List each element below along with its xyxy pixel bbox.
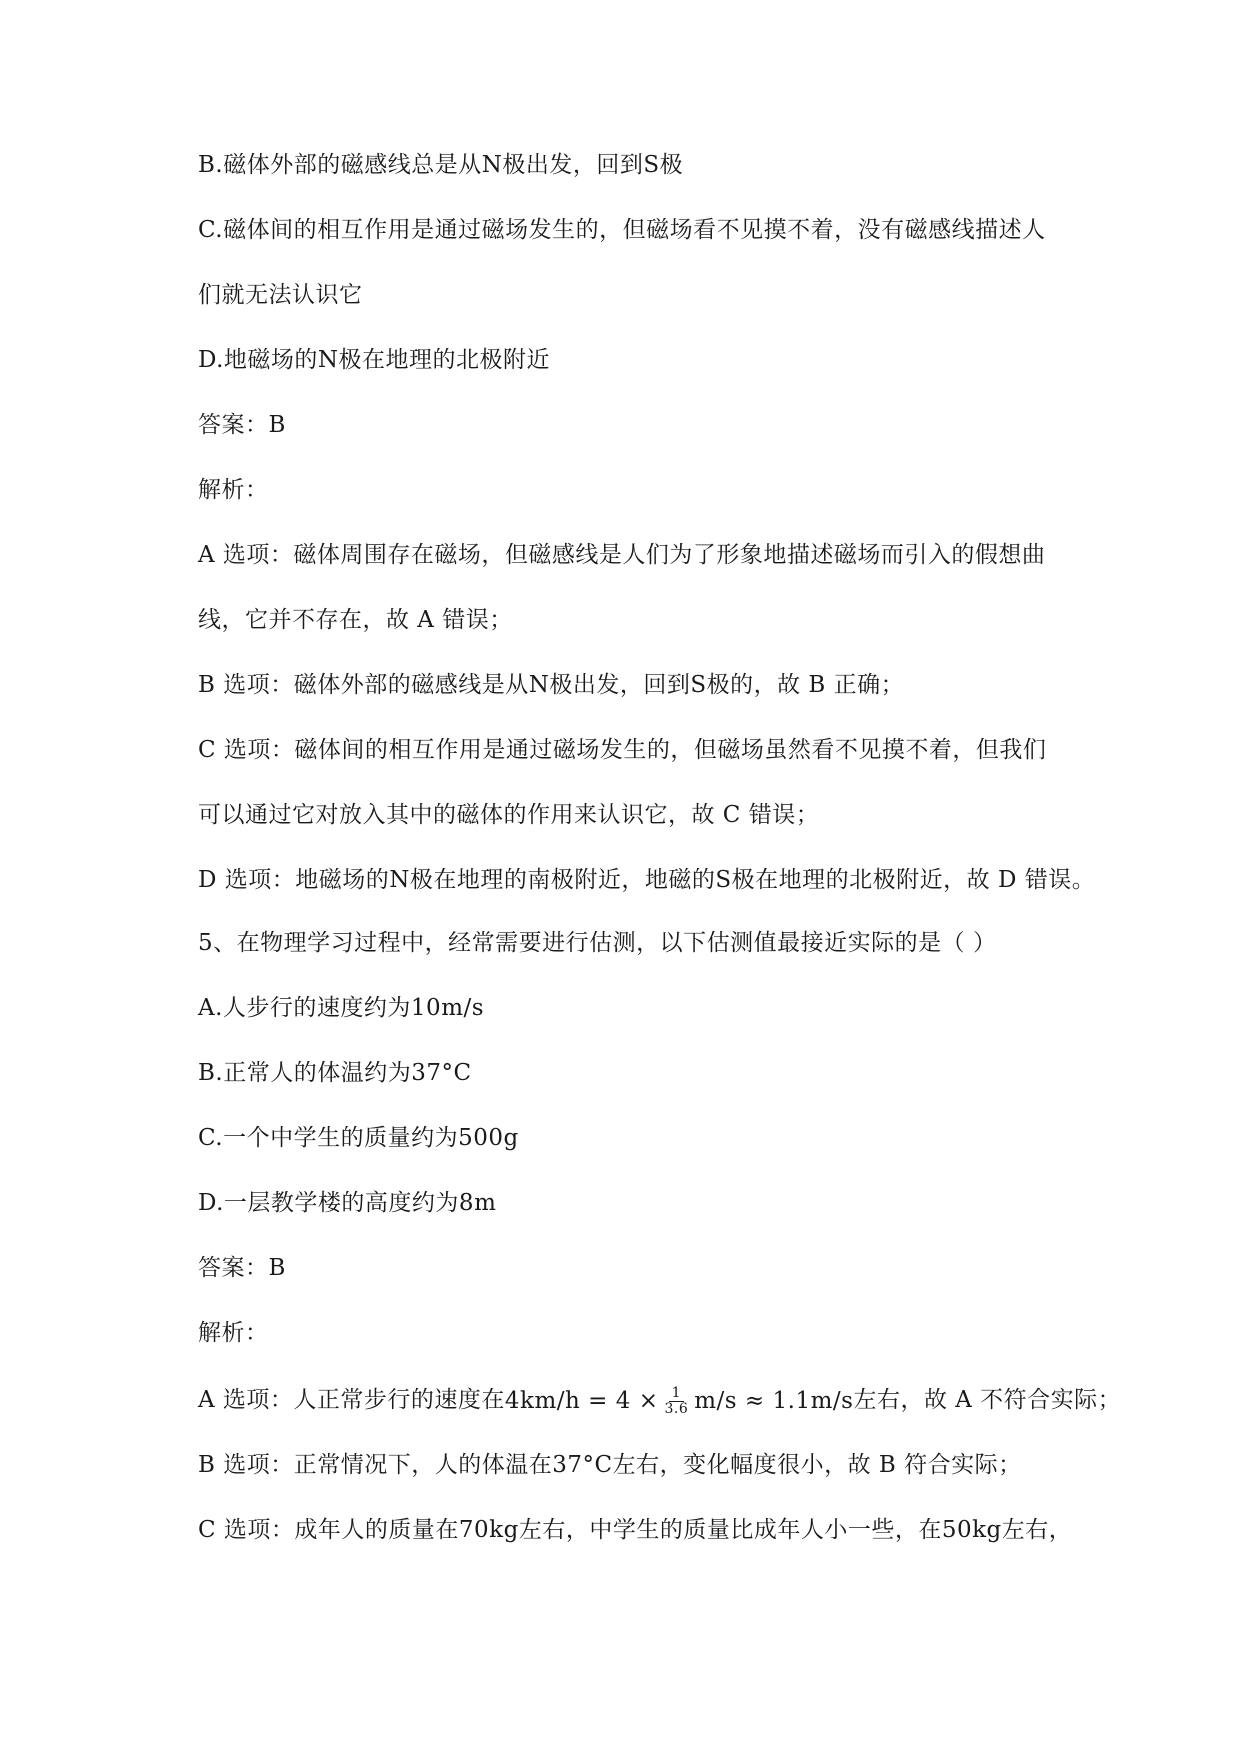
analysis-c-text: C 选项：磁体间的相互作用是通过磁场发生的，但磁场虽然看不见摸不着，但我们 <box>198 737 1047 763</box>
speed-formula <box>505 1386 854 1417</box>
analysis-a-text-cont: 线，它并不存在，故 A 错误； <box>198 607 513 633</box>
option-c-text: C.磁体间的相互作用是通过磁场发生的，但磁场看不见摸不着，没有磁感线描述人 <box>198 217 1046 243</box>
q5-analysis-c-text: C 选项：成年人的质量在70kg左右，中学生的质量比成年人小一些，在50kg左右， <box>198 1517 1073 1543</box>
q5-analysis-b-text: B 选项：正常情况下，人的体温在37°C左右，变化幅度很小，故 B 符合实际； <box>198 1452 1022 1478</box>
option-b-text: B.磁体外部的磁感线总是从N极出发，回到S极 <box>198 152 684 178</box>
fraction <box>661 1386 691 1417</box>
q5-analysis-heading: 解析： <box>198 1320 269 1346</box>
q5-option-d: D.一层教学楼的高度约为8m <box>198 1190 497 1216</box>
analysis-b-text: B 选项：磁体外部的磁感线是从N极出发，回到S极的，故 B 正确； <box>198 672 905 698</box>
analysis-a-text: A 选项：磁体周围存在磁场，但磁感线是人们为了形象地描述磁场而引入的假想曲 <box>198 542 1046 568</box>
q5-option-b: B.正常人的体温约为37°C <box>198 1060 472 1086</box>
q5-option-c: C.一个中学生的质量约为500g <box>198 1125 519 1151</box>
fraction-denominator: 3.6 <box>664 1400 689 1417</box>
formula-prefix: A 选项：人正常步行的速度在 <box>198 1387 505 1413</box>
formula-suffix: 左右，故 A 不符合实际； <box>853 1387 1122 1413</box>
fraction-numerator: 1 <box>669 1386 684 1402</box>
q5-analysis-a-text <box>198 1385 1121 1417</box>
question-5-text: 5、在物理学习过程中，经常需要进行估测，以下估测值最接近实际的是（ ） <box>198 930 997 956</box>
formula-lhs: 4km/h = 4 × <box>504 1388 659 1414</box>
analysis-d-text: D 选项：地磁场的N极在地理的南极附近，地磁的S极在地理的北极附近，故 D 错误。 <box>198 867 1096 893</box>
q5-answer-text: 答案：B <box>198 1255 286 1281</box>
analysis-heading: 解析： <box>198 477 269 503</box>
answer-text: 答案：B <box>198 412 286 438</box>
q5-option-a: A.人步行的速度约为10m/s <box>198 995 485 1021</box>
formula-rhs: m/s ≈ 1.1m/s <box>694 1388 854 1414</box>
option-c-text-cont: 们就无法认识它 <box>198 282 363 308</box>
analysis-c-text-cont: 可以通过它对放入其中的磁体的作用来认识它，故 C 错误； <box>198 802 820 828</box>
option-d-text: D.地磁场的N极在地理的北极附近 <box>198 347 551 373</box>
